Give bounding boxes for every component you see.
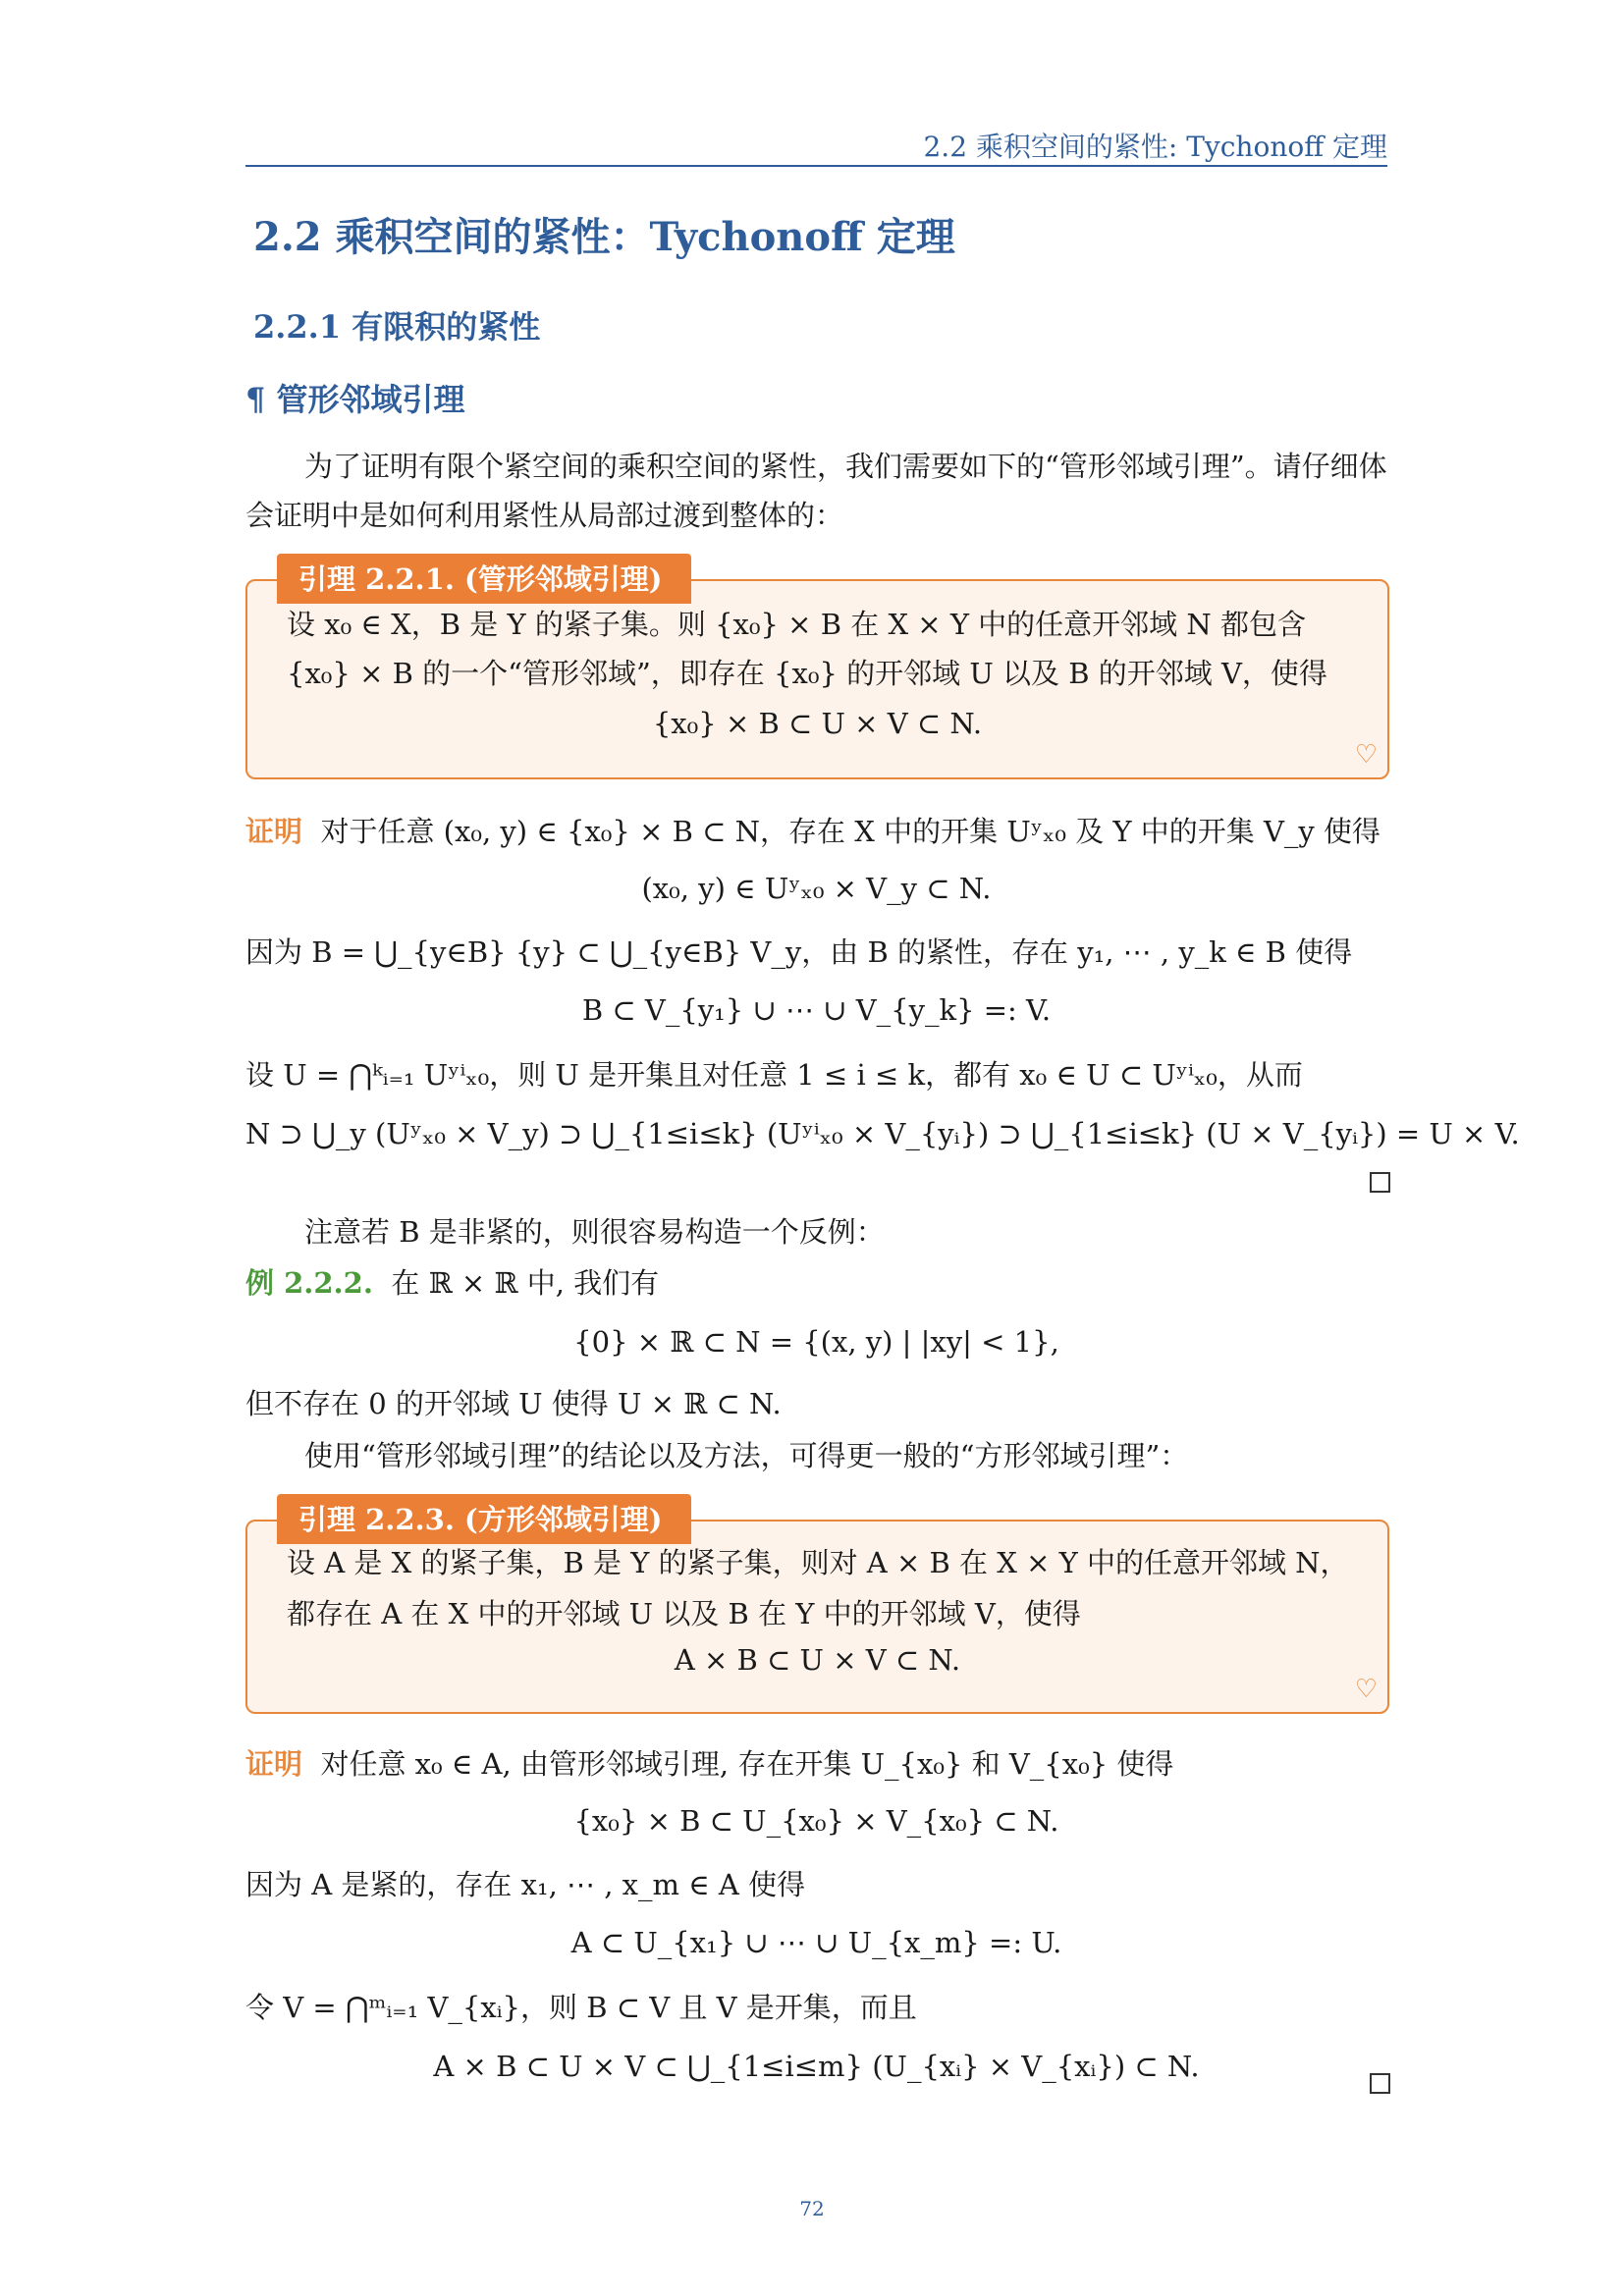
proof-2-line-3: 令 V = ⋂ᵐᵢ₌₁ V_{xᵢ}，则 B ⊂ V 且 V 是开集，而且: [245, 1991, 917, 2024]
qed-box-1: [1370, 1172, 1390, 1193]
lemma-box-1: [245, 562, 1389, 779]
lemma-1-line-1: 设 x₀ ∈ X，B 是 Y 的紧子集。则 {x₀} × B 在 X × Y 中的任意开邻域 N 都包含: [287, 608, 1306, 641]
intro-paragraph: 为了证明有限个紧空间的乘积空间的紧性，我们需要如下的“管形邻域引理”。请仔细体会证明中是如何利用紧性从局部过渡到整体的：: [245, 450, 1387, 532]
example-after: 但不存在 0 的开邻域 U 使得 U × ℝ ⊂ N.: [245, 1387, 782, 1420]
lemma-1-line-2: {x₀} × B 的一个“管形邻域”，即存在 {x₀} 的开邻域 U 以及 B 的开邻域 V，使得: [287, 657, 1327, 690]
qed-box-2: [1370, 2073, 1390, 2094]
header-rule: [245, 165, 1387, 167]
subsection-title: 2.2.1 有限积的紧性: [253, 308, 541, 346]
paragraph-title: ¶ 管形邻域引理: [245, 381, 465, 418]
lemma-title-1: 引理 2.2.1. (管形邻域引理): [277, 554, 691, 604]
proof-1-line-2: 因为 B = ⋃_{y∈B} {y} ⊂ ⋃_{y∈B} V_y，由 B 的紧性，存在 y₁, ⋯ , y_k ∈ B 使得: [245, 935, 1353, 969]
section-title: 2.2 乘积空间的紧性：Tychonoff 定理: [253, 214, 955, 260]
note-2: 使用“管形邻域引理”的结论以及方法，可得更一般的“方形邻域引理”：: [304, 1439, 1189, 1472]
heart-icon: ♡: [1354, 1675, 1378, 1704]
proof-1-line-3: 设 U = ⋂ᵏᵢ₌₁ Uʸⁱₓ₀，则 U 是开集且对任意 1 ≤ i ≤ k，都有 x₀ ∈ U ⊂ Uʸⁱₓ₀，从而: [245, 1058, 1303, 1092]
example-line: [245, 1258, 659, 1308]
proof-2-line-2: 因为 A 是紧的，存在 x₁, ⋯ , x_m ∈ A 使得: [245, 1868, 806, 1901]
lemma-2-formula: A × B ⊂ U × V ⊂ N.: [674, 1643, 961, 1677]
proof-2-formula-3: A × B ⊂ U × V ⊂ ⋃_{1≤i≤m} (U_{xᵢ} × V_{xᵢ}) ⊂ N.: [433, 2050, 1200, 2083]
lemma-2-line-1: 设 A 是 X 的紧子集，B 是 Y 的紧子集，则对 A × B 在 X × Y 中的任意开邻域 N，: [287, 1546, 1349, 1579]
lemma-2-line-2: 都存在 A 在 X 中的开邻域 U 以及 B 在 Y 中的开邻域 V，使得: [287, 1597, 1081, 1630]
proof-2-formula-1: {x₀} × B ⊂ U_{x₀} × V_{x₀} ⊂ N.: [573, 1804, 1059, 1838]
proof-2-formula-2: A ⊂ U_{x₁} ∪ ⋯ ∪ U_{x_m} =: U.: [570, 1926, 1062, 1959]
page-number: 72: [799, 2197, 825, 2220]
running-head: 2.2 乘积空间的紧性: Tychonoff 定理: [923, 131, 1387, 163]
proof-2-text-1: 对任意 x₀ ∈ A, 由管形邻域引理, 存在开集 U_{x₀} 和 V_{x₀} 使得: [320, 1747, 1174, 1781]
example-text: 在 ℝ × ℝ 中, 我们有: [391, 1266, 660, 1300]
example-formula: {0} × ℝ ⊂ N = {(x, y) | |xy| < 1},: [573, 1325, 1059, 1359]
proof-2-line-1: [245, 1739, 1173, 1789]
proof-label: 证明: [245, 1747, 303, 1781]
proof-1-formula-3: N ⊃ ⋃_y (Uʸₓ₀ × V_y) ⊃ ⋃_{1≤i≤k} (Uʸⁱₓ₀ × V_{yᵢ}) ⊃ ⋃_{1≤i≤k} (U × V_{yᵢ}) = U × V.: [245, 1117, 1520, 1150]
example-label: 例 2.2.2.: [245, 1266, 373, 1300]
proof-1-text-1: 对于任意 (x₀, y) ∈ {x₀} × B ⊂ N，存在 X 中的开集 Uʸₓ₀ 及 Y 中的开集 V_y 使得: [320, 815, 1381, 848]
proof-1-line-1: [245, 807, 1380, 856]
lemma-1-formula: {x₀} × B ⊂ U × V ⊂ N.: [652, 707, 983, 740]
note-1: 注意若 B 是非紧的，则很容易构造一个反例：: [304, 1215, 885, 1249]
lemma-title-2: 引理 2.2.3. (方形邻域引理): [277, 1494, 691, 1544]
lemma-box-2: [245, 1503, 1389, 1714]
proof-label: 证明: [245, 815, 303, 848]
proof-1-formula-2: B ⊂ V_{y₁} ∪ ⋯ ∪ V_{y_k} =: V.: [581, 993, 1052, 1027]
proof-1-formula-1: (x₀, y) ∈ Uʸₓ₀ × V_y ⊂ N.: [641, 872, 992, 905]
heart-icon: ♡: [1354, 740, 1378, 770]
